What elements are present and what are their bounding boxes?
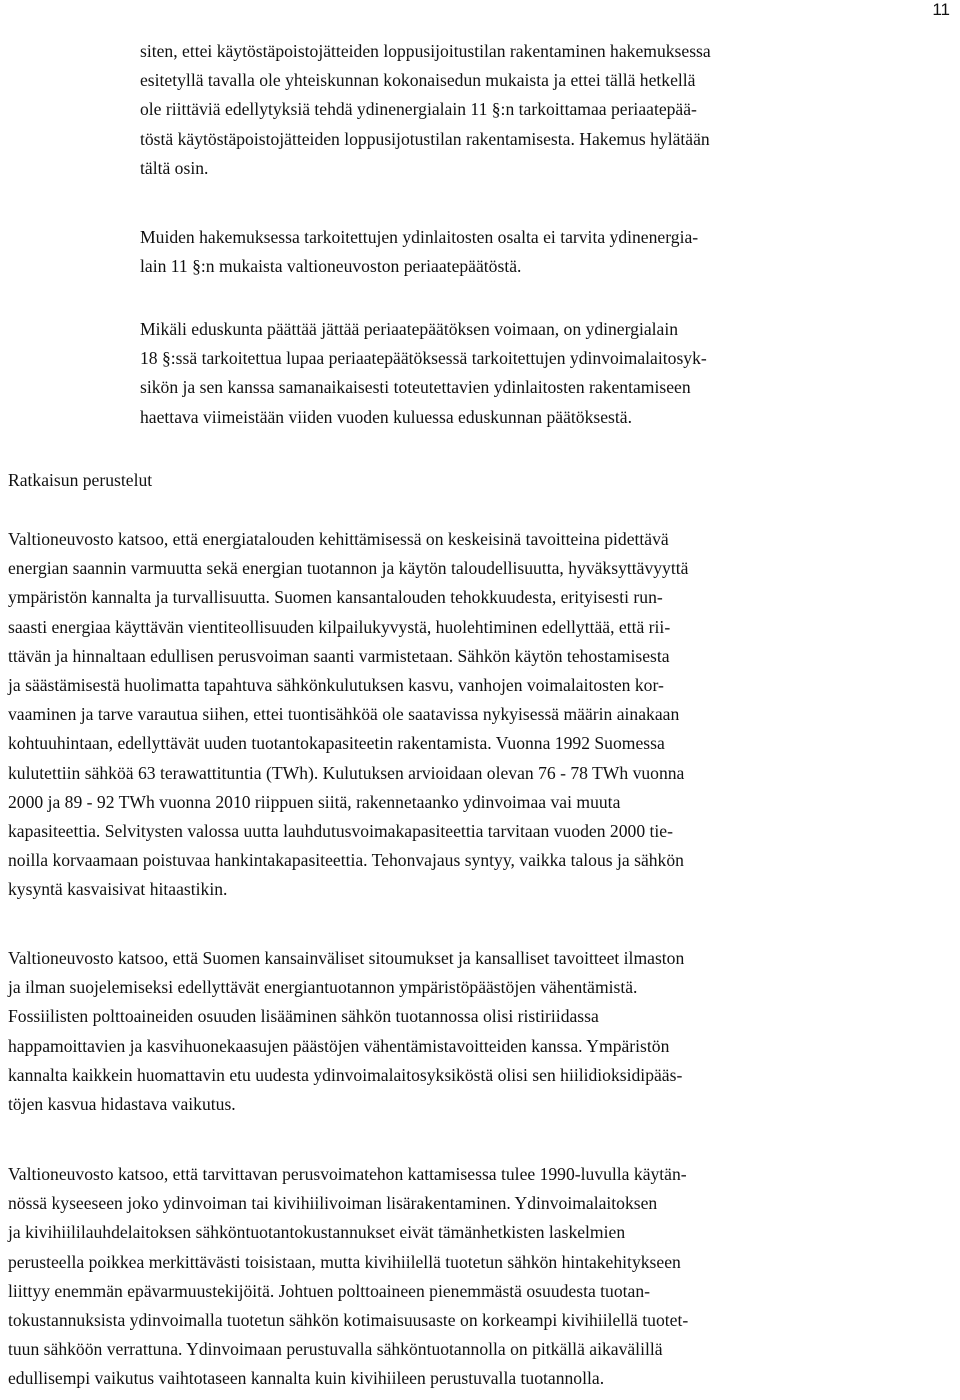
text-line: tokustannuksista ydinvoimalla tuotetun sähkön kotimaisuusaste on korkeampi kivihiilellä tuotet- [8, 1310, 689, 1331]
text-line: Muiden hakemuksessa tarkoitettujen ydinlaitosten osalta ei tarvita ydinenergia- [140, 227, 699, 247]
text-line: 18 §:ssä tarkoitettua lupaa periaatepäätöksessä tarkoitettujen ydinvoimalaitosyk- [140, 348, 707, 369]
text-line: edullisempi vaikutus vaihtotaseen kannalta kuin kivihiileen perustuvalla tuotannolla. [8, 1368, 605, 1389]
text-line: happamoittavien ja kasvihuonekaasujen päästöjen vähentämistavoitteiden kanssa. Ympäristön [8, 1035, 670, 1056]
text-line: töstä käytöstäpoistojätteiden loppusijotustilan rakentamisesta. Hakemus hylätään [140, 128, 710, 149]
text-line: ja kivihiililauhdelaitoksen sähköntuotantokustannukset eivät tämänhetkisten laskelmien [8, 1222, 626, 1243]
text-line: ttävän ja hinnaltaan edullisen perusvoiman saanti varmistetaan. Sähkön käytön tehostamisesta [8, 645, 670, 666]
paragraph-energy-economy [8, 525, 816, 905]
text-line: haettava viimeistään viiden vuoden kuluessa eduskunnan päätöksestä. [140, 406, 632, 427]
section-heading: Ratkaisun perustelut [8, 470, 153, 490]
text-line: Fossiilisten polttoaineiden osuuden lisääminen sähkön tuotannossa olisi ristiriidassa [8, 1006, 599, 1027]
text-line: kulutettiin sähköä 63 terawattituntia (TWh). Kulutuksen arvioidaan olevan 76 - 78 TWh vuonna [8, 762, 685, 783]
text-line: Mikäli eduskunta päättää jättää periaatepäätöksen voimaan, on ydinergialain [140, 319, 679, 339]
text-line: lain 11 §:n mukaista valtioneuvoston periaatepäätöstä. [140, 256, 522, 277]
paragraph-other-facilities [140, 223, 820, 281]
text-line: nössä kyseeseen joko ydinvoiman tai kivihiilivoiman lisärakentaminen. Ydinvoimalaitoksen [8, 1193, 658, 1214]
text-line: ja ilman suojelemiseksi edellyttävät energiantuotannon ympäristöpäästöjen vähentämistä. [8, 977, 638, 998]
text-line: vaaminen ja tarve varautua siihen, ettei tuontisähköä ole saatavissa nykyisessä määrin ainakaan [8, 704, 680, 725]
text-line: ja säästämisestä huolimatta tapahtuva sähkönkulutuksen kasvu, vanhojen voimalaitosten kor- [8, 675, 664, 696]
text-line: saasti energiaa käyttävän vientiteollisuuden kilpailukyvystä, huolehtiminen edellyttää, että rii- [8, 616, 671, 637]
paragraph-parliament-decision [140, 315, 820, 432]
paragraph-climate-commitments [8, 944, 816, 1119]
text-line: tältä osin. [140, 157, 209, 178]
text-line: 2000 ja 89 - 92 TWh vuonna 2010 riippuen siitä, rakennetaanko ydinvoimaa vai muuta [8, 791, 621, 812]
text-line: Valtioneuvosto katsoo, että energiatalouden kehittämisessä on keskeisinä tavoitteina pidettävä [8, 529, 669, 549]
text-line: Valtioneuvosto katsoo, että tarvittavan perusvoimatehon kattamisessa tulee 1990-luvulla käytän- [8, 1164, 687, 1184]
text-line: töjen kasvua hidastava vaikutus. [8, 1094, 236, 1115]
text-line: kysyntä kasvaisivat hitaastikin. [8, 879, 228, 900]
text-line: kohtuuhintaan, edellyttävät uuden tuotantokapasiteetin rakentamista. Vuonna 1992 Suomessa [8, 733, 665, 754]
text-line: perusteella poikkea merkittävästi toisistaan, mutta kivihiilellä tuotetun sähkön hintakehitykseen [8, 1251, 681, 1272]
text-line: ympäristön kannalta ja turvallisuutta. Suomen kansantalouden tehokkuudesta, erityisesti run- [8, 587, 663, 608]
text-line: kannalta kaikkein huomattavin etu uudesta ydinvoimalaitosyksiköstä olisi sen hiilidioksidipääs- [8, 1064, 683, 1085]
text-line: siten, ettei käytöstäpoistojätteiden loppusijoitustilan rakentaminen hakemuksessa [140, 41, 711, 61]
text-line: kapasiteettia. Selvitysten valossa uutta lauhdutusvoimakapasiteettia tarvitaan vuoden 2000 tie- [8, 821, 673, 842]
text-line: Valtioneuvosto katsoo, että Suomen kansainväliset sitoumukset ja kansalliset tavoitteet ilmaston [8, 948, 685, 968]
paragraph-rejection [140, 37, 820, 183]
text-line: esitetyllä tavalla ole yhteiskunnan kokonaisedun mukaista ja ettei tällä hetkellä [140, 70, 696, 91]
text-line: energian saannin varmuutta sekä energian tuotannon ja käytön taloudellisuutta, hyväksyttävyyttä [8, 558, 689, 579]
text-line: ole riittäviä edellytyksiä tehdä ydinenergialain 11 §:n tarkoittamaa periaatepää- [140, 99, 697, 120]
text-line: sikön ja sen kanssa samanaikaisesti toteutettavien ydinlaitosten rakentamiseen [140, 377, 691, 398]
text-line: noilla korvaamaan poistuvaa hankintakapasiteettia. Tehonvajaus syntyy, vaikka talous ja sähkön [8, 850, 684, 871]
text-line: liittyy enemmän epävarmuustekijöitä. Johtuen polttoaineen pienemmästä osuudesta tuotan- [8, 1280, 651, 1301]
text-line: tuun sähköön verrattuna. Ydinvoimaan perustuvalla sähköntuotannolla on pitkällä aikavälillä [8, 1339, 663, 1360]
page-number: 11 [932, 0, 950, 19]
paragraph-baseload-options [8, 1160, 816, 1394]
